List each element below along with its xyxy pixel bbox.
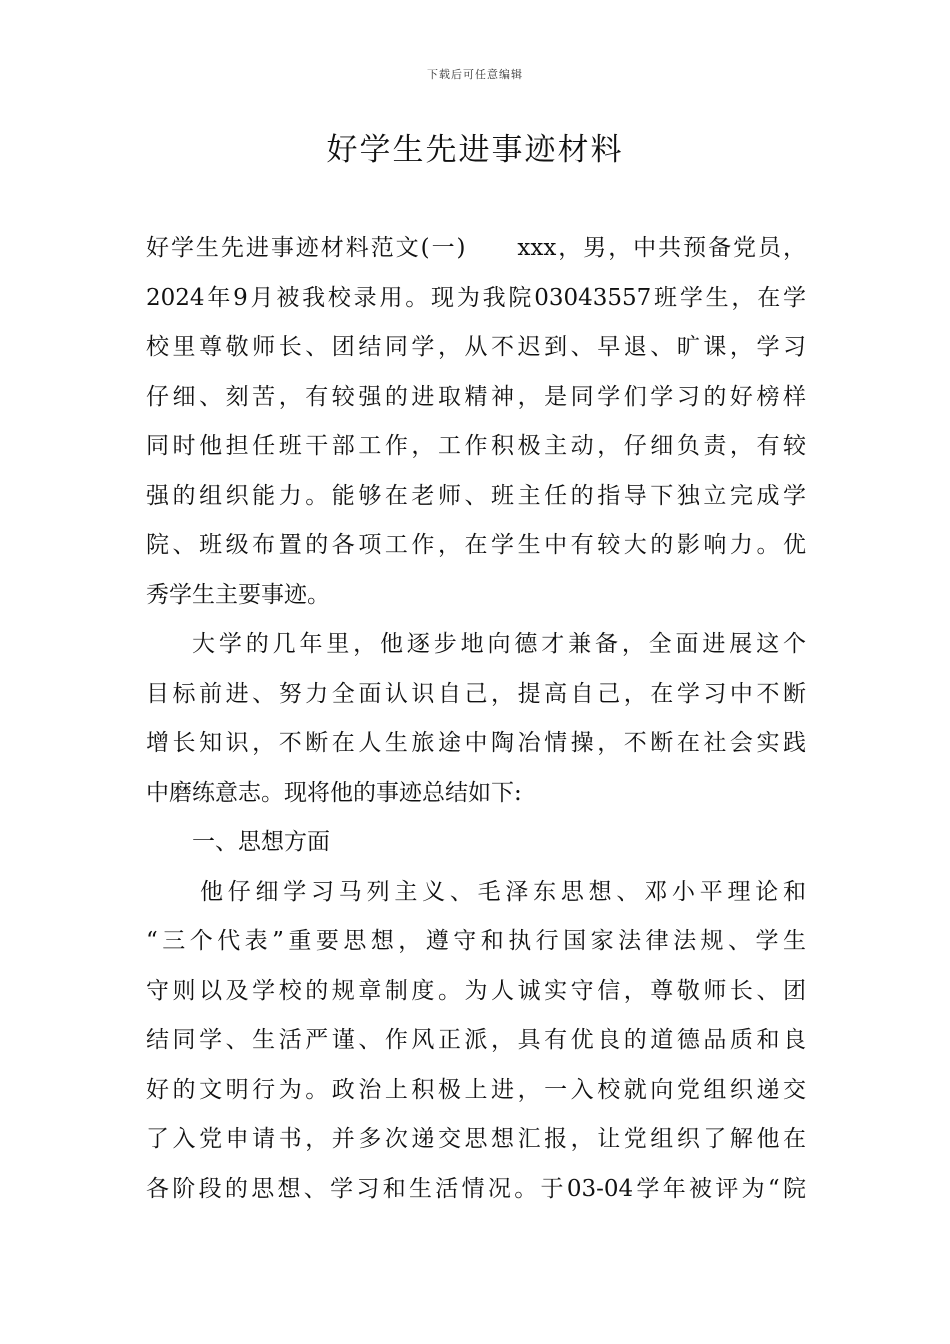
- section-heading: 一、思想方面: [192, 829, 330, 855]
- body-line: 大学的几年里，他逐步地向德才兼备，全面进展这个: [192, 631, 806, 657]
- body-line: 同时他担任班干部工作，工作积极主动，仔细负责，有较: [146, 433, 806, 459]
- body-line: 好学生先进事迹材料范文(一) xxx，男，中共预备党员，: [146, 235, 806, 261]
- body-line: 强的组织能力。能够在老师、班主任的指导下独立完成学: [146, 482, 806, 509]
- body-line: 了入党申请书，并多次递交思想汇报，让党组织了解他在: [146, 1126, 806, 1152]
- body-line: 目标前进、努力全面认识自己，提高自己，在学习中不断: [146, 680, 806, 707]
- page-header-note: 下载后可任意编辑: [427, 68, 523, 81]
- document-body: [146, 224, 806, 1214]
- body-line: 院、班级布置的各项工作，在学生中有较大的影响力。优: [146, 532, 806, 558]
- body-line: 2024年9月被我校录用。现为我院03043557班学生，在学: [146, 284, 806, 311]
- document-title: 好学生先进事迹材料: [326, 132, 624, 168]
- body-line: 中磨练意志。现将他的事迹总结如下:: [146, 779, 522, 806]
- body-line: 增长知识，不断在人生旅途中陶冶情操，不断在社会实践: [146, 730, 806, 756]
- body-line: 仔细、刻苦，有较强的进取精神，是同学们学习的好榜样: [146, 383, 806, 410]
- body-line: 守则以及学校的规章制度。为人诚实守信，尊敬师长、团: [146, 977, 806, 1004]
- body-line: 秀学生主要事迹。: [146, 581, 330, 608]
- body-line: 好的文明行为。政治上积极上进，一入校就向党组织递交: [146, 1076, 806, 1103]
- body-line: 各阶段的思想、学习和生活情况。于03-04学年被评为“院: [146, 1175, 806, 1202]
- body-line: 他仔细学习马列主义、毛泽东思想、邓小平理论和: [200, 878, 806, 905]
- body-line: 结同学、生活严谨、作风正派，具有优良的道德品质和良: [146, 1027, 806, 1053]
- body-line: “三个代表”重要思想，遵守和执行国家法律法规、学生: [146, 928, 806, 954]
- body-line: 校里尊敬师长、团结同学，从不迟到、早退、旷课，学习: [146, 334, 806, 360]
